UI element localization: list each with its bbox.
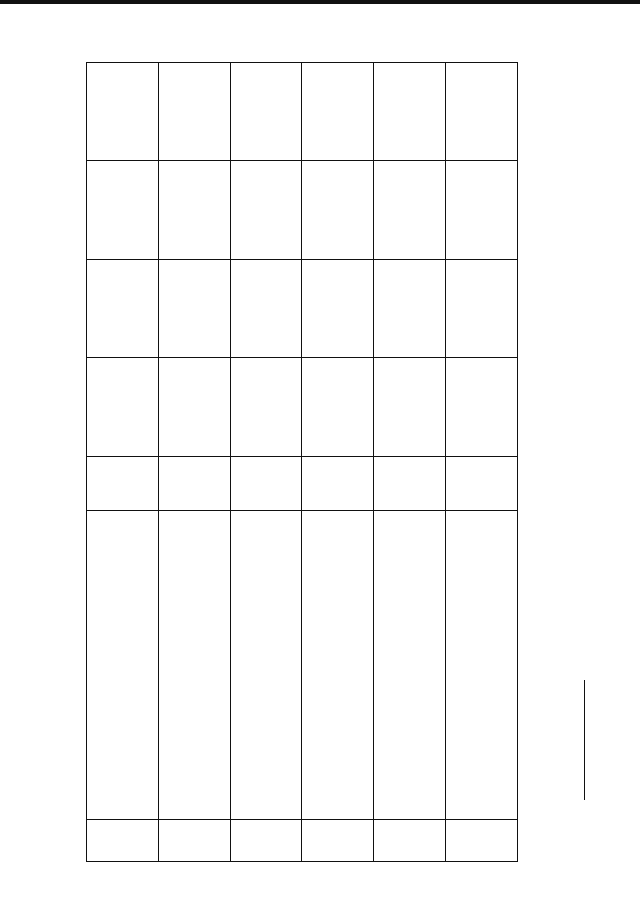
- row-number: [446, 820, 518, 862]
- row-label: [230, 511, 302, 820]
- value-cell: [374, 260, 446, 359]
- top-rule: [0, 0, 640, 4]
- value-cell: [87, 63, 159, 162]
- unit-cell: [374, 457, 446, 511]
- row-label: [158, 511, 230, 820]
- rotated-table-wrapper: [86, 62, 518, 862]
- value-cell: [158, 260, 230, 359]
- unit-cell: [446, 457, 518, 511]
- value-cell: [446, 260, 518, 359]
- unit-cell: [158, 457, 230, 511]
- footnote-rule: [584, 680, 585, 800]
- table-row: [87, 63, 159, 862]
- value-cell: [87, 260, 159, 359]
- value-cell: [302, 260, 374, 359]
- value-cell: [302, 63, 374, 162]
- unit-cell: [87, 457, 159, 511]
- row-label: [446, 511, 518, 820]
- value-cell: [230, 260, 302, 359]
- value-cell: [302, 161, 374, 260]
- unit-cell: [302, 457, 374, 511]
- row-label: [87, 511, 159, 820]
- value-cell: [87, 161, 159, 260]
- value-cell: [302, 358, 374, 457]
- row-label: [302, 511, 374, 820]
- row-number: [230, 820, 302, 862]
- value-cell: [446, 358, 518, 457]
- row-number: [87, 820, 159, 862]
- results-table: [86, 62, 518, 862]
- value-cell: [230, 358, 302, 457]
- value-cell: [158, 63, 230, 162]
- table-row: [158, 63, 230, 862]
- row-number: [302, 820, 374, 862]
- value-cell: [446, 161, 518, 260]
- table-row: [446, 63, 518, 862]
- value-cell: [230, 63, 302, 162]
- value-cell: [374, 358, 446, 457]
- value-cell: [374, 161, 446, 260]
- row-number: [158, 820, 230, 862]
- value-cell: [158, 161, 230, 260]
- row-number: [374, 820, 446, 862]
- value-cell: [374, 63, 446, 162]
- table-row: [230, 63, 302, 862]
- value-cell: [446, 63, 518, 162]
- value-cell: [230, 161, 302, 260]
- value-cell: [87, 358, 159, 457]
- footnote: [596, 680, 608, 880]
- table-row: [374, 63, 446, 862]
- table-row: [302, 63, 374, 862]
- row-label: [374, 511, 446, 820]
- unit-cell: [230, 457, 302, 511]
- value-cell: [158, 358, 230, 457]
